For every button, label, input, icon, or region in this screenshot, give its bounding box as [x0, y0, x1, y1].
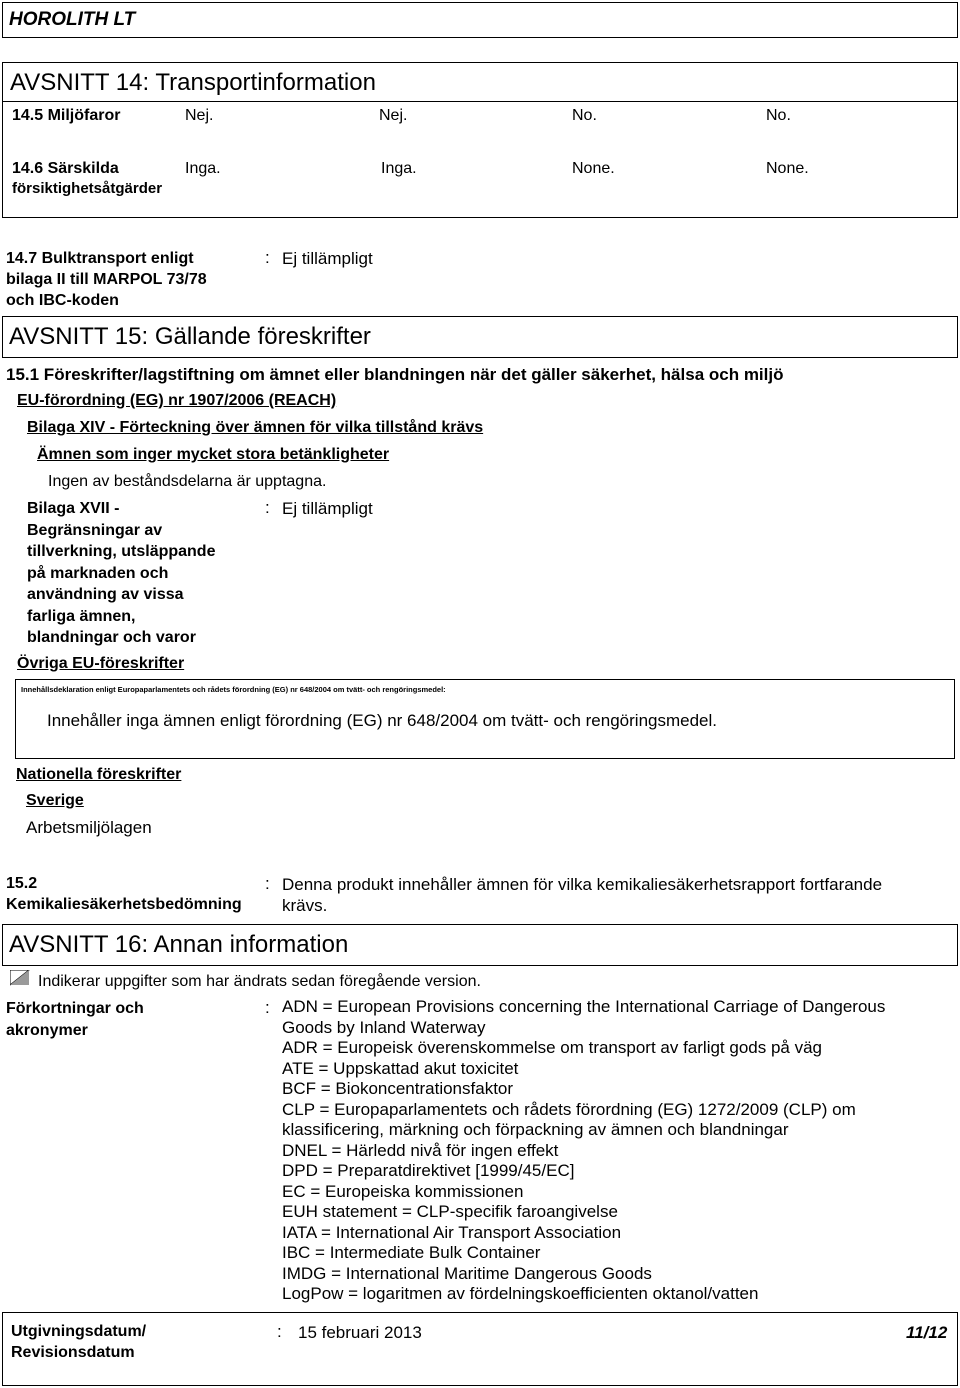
row-146-adn: Inga. — [381, 160, 417, 177]
change-marker-icon — [10, 970, 30, 986]
abbreviation-item: IATA = International Air Transport Association — [282, 1222, 622, 1242]
detergent-text: Innehåller inga ämnen enligt förordning (EG) nr 648/2004 om tvätt- och rengöringsmedel. — [47, 711, 717, 730]
row-146-imdg: None. — [572, 160, 615, 177]
row-145-adr: Nej. — [185, 107, 214, 124]
national-heading: Nationella föreskrifter — [16, 766, 182, 783]
abbreviation-item: IMDG = International Maritime Dangerous Goods — [282, 1263, 652, 1283]
product-title: HOROLITH LT — [9, 9, 136, 30]
abbreviation-item: ADN = European Provisions concerning the International Carriage of Dangerous — [282, 997, 886, 1016]
section-14-header — [2, 62, 958, 102]
section-15-header — [2, 316, 958, 358]
abbreviation-item: BCF = Biokoncentrationsfaktor — [282, 1079, 514, 1098]
annex-17-label: Bilaga XVII - Begränsningar av tillverkning, utsläppande på marknaden och användning av vissa farliga ämnen, blandningar och varor — [27, 500, 216, 646]
page-number: 11/12 — [906, 1323, 948, 1342]
section-14-title: AVSNITT 14: Transportinformation — [10, 69, 376, 96]
abbreviations-label: Förkortningar och akronymer — [6, 1000, 144, 1039]
footer-colon: : — [277, 1322, 282, 1341]
change-note: Indikerar uppgifter som har ändrats sedan föregående version. — [38, 973, 481, 990]
transport-table — [2, 102, 958, 218]
abbreviation-item: DPD = Preparatdirektivet [1999/45/EC] — [282, 1161, 575, 1180]
row-145-iata: No. — [766, 107, 791, 124]
row-146-iata: None. — [766, 160, 809, 177]
annex-14-heading: Bilaga XIV - Förteckning över ämnen för vilka tillstånd krävs — [27, 419, 484, 436]
abbreviation-item: EC = Europeiska kommissionen — [282, 1181, 524, 1201]
section-151-heading: 15.1 Föreskrifter/lagstiftning om ämnet eller blandningen när det gäller säkerhet, hälsa och miljö — [6, 365, 784, 384]
abbreviation-item: CLP = Europaparlamentets och rådets förordning (EG) 1272/2009 (CLP) om — [282, 1099, 856, 1119]
svhc-value: Ingen av beståndsdelarna är upptagna. — [48, 473, 327, 490]
row-145-adn: Nej. — [379, 107, 408, 124]
row-147-label: 14.7 Bulktransport enligt bilaga II till MARPOL 73/78 och IBC-koden — [6, 250, 207, 309]
section-152-label-1: 15.2 — [6, 875, 38, 892]
row-146-label-2: försiktighetsåtgärder — [12, 180, 163, 197]
reach-heading: EU-förordning (EG) nr 1907/2006 (REACH) — [17, 392, 337, 409]
workplace-law: Arbetsmiljölagen — [26, 818, 152, 837]
footer-label-1: Utgivningsdatum/ — [11, 1323, 147, 1340]
abbreviation-item: EUH statement = CLP-specifik faroangivelse — [282, 1202, 618, 1221]
row-145-imdg: No. — [572, 107, 597, 124]
section-152-value-1: Denna produkt innehåller ämnen för vilka kemikaliesäkerhetsrapport fortfarande — [282, 875, 883, 894]
country-heading: Sverige — [26, 792, 84, 809]
document-header — [2, 2, 958, 38]
abbreviation-item: DNEL = Härledd nivå för ingen effekt — [282, 1140, 559, 1160]
section-152-label-2: Kemikaliesäkerhetsbedömning — [6, 896, 242, 913]
row-146-label-1: 14.6 Särskilda — [12, 160, 119, 177]
footer-date: 15 februari 2013 — [298, 1323, 422, 1342]
annex-17-colon: : — [265, 498, 270, 517]
abbreviation-item: ATE = Uppskattad akut toxicitet — [282, 1058, 519, 1078]
section-16-title: AVSNITT 16: Annan information — [9, 931, 349, 958]
detergent-box — [15, 679, 955, 759]
detergent-caption: Innehållsdeklaration enligt Europaparlamentets och rådets förordning (EG) nr 648/2004 om tvätt- och rengöringsmedel: — [21, 685, 446, 694]
abbreviations-list — [282, 997, 885, 1305]
abbreviation-item: klassificering, märkning och förpackning av ämnen och blandningar — [282, 1120, 789, 1139]
row-147-value: Ej tillämpligt — [282, 249, 373, 268]
abbreviations-colon: : — [265, 998, 270, 1017]
section-16-header — [2, 924, 958, 966]
abbreviation-item: LogPow = logaritmen av fördelningskoefficienten oktanol/vatten — [282, 1284, 759, 1303]
section-15-title: AVSNITT 15: Gällande föreskrifter — [9, 323, 371, 350]
annex-17-value: Ej tillämpligt — [282, 499, 373, 518]
document-footer — [2, 1312, 958, 1386]
abbreviation-item: IBC = Intermediate Bulk Container — [282, 1243, 541, 1262]
row-146-adr: Inga. — [185, 160, 221, 177]
other-eu-heading: Övriga EU-föreskrifter — [17, 655, 185, 672]
abbreviation-item: Goods by Inland Waterway — [282, 1017, 486, 1037]
row-147-colon: : — [265, 248, 270, 267]
footer-label-2: Revisionsdatum — [11, 1344, 135, 1361]
abbreviation-item: ADR = Europeisk överenskommelse om transport av farligt gods på väg — [282, 1038, 822, 1057]
section-152-value-2: krävs. — [282, 896, 328, 915]
svhc-heading: Ämnen som inger mycket stora betänkligheter — [37, 446, 390, 463]
section-152-colon: : — [265, 874, 270, 893]
row-145-label: 14.5 Miljöfaror — [12, 107, 121, 124]
